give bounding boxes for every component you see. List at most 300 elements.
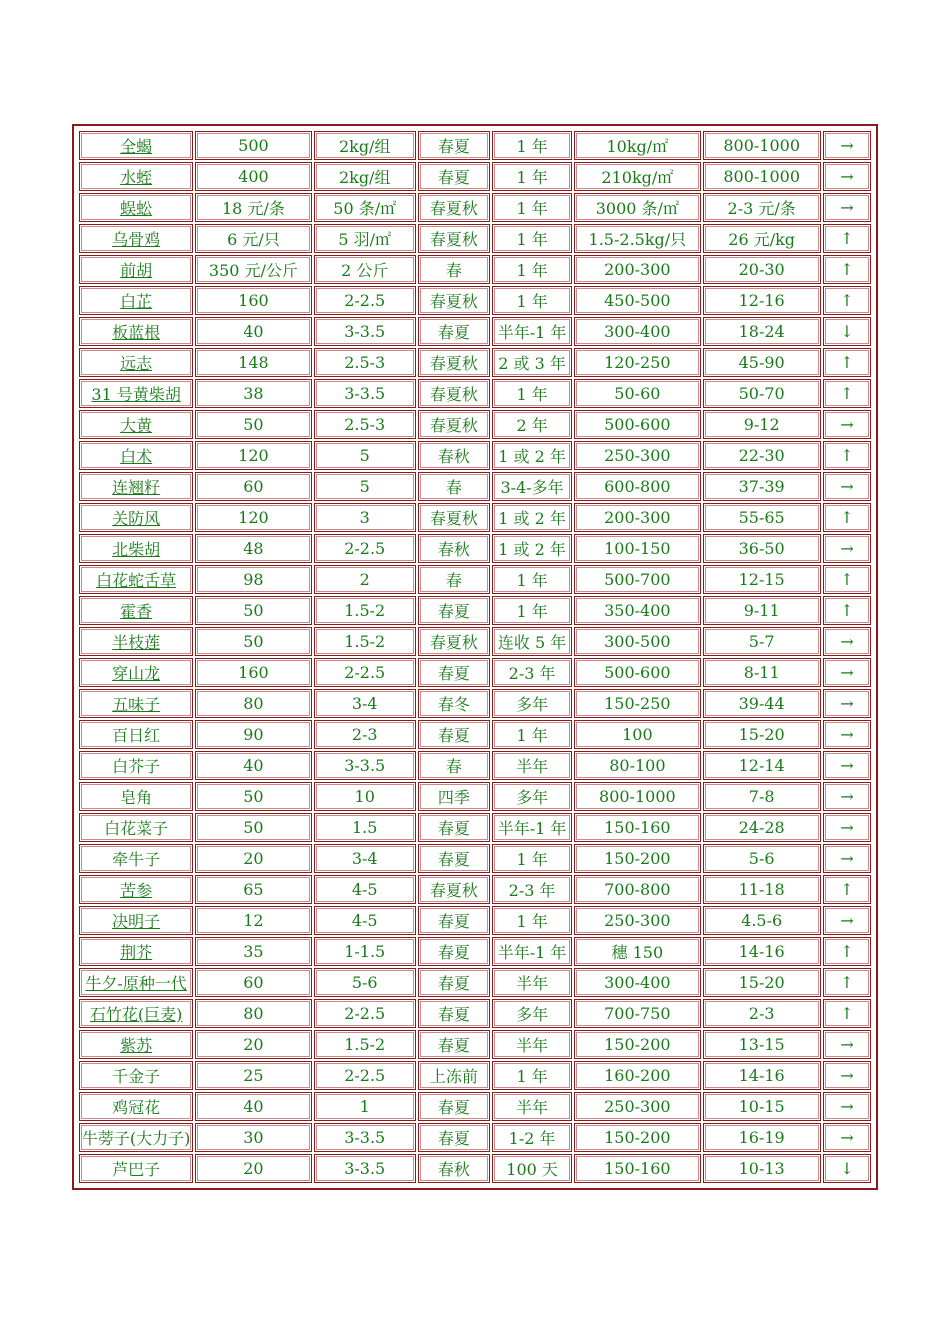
herb-name-link[interactable]: 决明子 [112, 912, 161, 931]
herb-name-link[interactable]: 穿山龙 [112, 664, 161, 683]
yield-cell: 600-800 [574, 472, 700, 501]
yield-cell: 120-250 [574, 348, 700, 377]
table-row [79, 627, 871, 656]
table-row [79, 348, 871, 377]
cycle-cell: 100 天 [492, 1154, 572, 1183]
herb-name-text: 千金子 [112, 1067, 161, 1086]
price-cell: 12 [195, 906, 311, 935]
yield-cell: 80-100 [574, 751, 700, 780]
price-cell: 25 [195, 1061, 311, 1090]
herb-name-link[interactable]: 五味子 [112, 695, 161, 714]
cycle-cell: 1 年 [492, 379, 572, 408]
trend-arrow-cell: → [823, 689, 871, 718]
herb-name-link[interactable]: 乌骨鸡 [112, 230, 161, 249]
price-cell: 6 元/只 [195, 224, 311, 253]
trend-arrow-cell: ↑ [823, 968, 871, 997]
herb-name-cell [79, 875, 193, 904]
trend-arrow-cell: ↑ [823, 937, 871, 966]
season-cell: 春夏 [418, 813, 490, 842]
table-row [79, 472, 871, 501]
price-cell: 120 [195, 503, 311, 532]
cycle-cell: 多年 [492, 689, 572, 718]
price-cell: 90 [195, 720, 311, 749]
herb-name-text: 芦巴子 [112, 1160, 161, 1179]
herb-name-cell [79, 503, 193, 532]
herb-name-link[interactable]: 连翘籽 [112, 478, 161, 497]
trend-arrow-cell: ↑ [823, 348, 871, 377]
sale-price-cell: 2-3 元/条 [703, 193, 821, 222]
season-cell: 春夏秋 [418, 627, 490, 656]
table-row [79, 379, 871, 408]
herb-name-link[interactable]: 板蓝根 [112, 323, 161, 342]
cycle-cell: 1 或 2 年 [492, 503, 572, 532]
herb-name-cell [79, 999, 193, 1028]
price-cell: 60 [195, 968, 311, 997]
seed-amount-cell: 3-3.5 [314, 1123, 416, 1152]
herb-name-link[interactable]: 北柴胡 [112, 540, 161, 559]
herb-name-cell [79, 1154, 193, 1183]
herb-name-cell [79, 441, 193, 470]
herb-name-link[interactable]: 半枝莲 [112, 633, 161, 652]
trend-arrow-cell: → [823, 131, 871, 160]
table-body [79, 131, 871, 1183]
herb-name-cell [79, 162, 193, 191]
season-cell: 春夏秋 [418, 286, 490, 315]
trend-arrow-cell: → [823, 658, 871, 687]
herb-name-link[interactable]: 石竹花(巨麦) [89, 1005, 183, 1024]
table-row [79, 844, 871, 873]
seed-amount-cell: 2-2.5 [314, 534, 416, 563]
sale-price-cell: 55-65 [703, 503, 821, 532]
herb-name-cell [79, 1123, 193, 1152]
cycle-cell: 1 年 [492, 255, 572, 284]
yield-cell: 200-300 [574, 503, 700, 532]
seed-amount-cell: 2-2.5 [314, 1061, 416, 1090]
table-row [79, 162, 871, 191]
price-cell: 38 [195, 379, 311, 408]
price-cell: 350 元/公斤 [195, 255, 311, 284]
seed-amount-cell: 5 [314, 441, 416, 470]
cycle-cell: 1 年 [492, 720, 572, 749]
yield-cell: 350-400 [574, 596, 700, 625]
table-row [79, 937, 871, 966]
seed-amount-cell: 1.5-2 [314, 1030, 416, 1059]
sale-price-cell: 800-1000 [703, 162, 821, 191]
sale-price-cell: 5-6 [703, 844, 821, 873]
price-cell: 80 [195, 689, 311, 718]
table-row [79, 286, 871, 315]
yield-cell: 150-200 [574, 1123, 700, 1152]
price-cell: 20 [195, 844, 311, 873]
seed-amount-cell: 2.5-3 [314, 410, 416, 439]
table-row [79, 441, 871, 470]
price-cell: 50 [195, 782, 311, 811]
sale-price-cell: 8-11 [703, 658, 821, 687]
herb-name-link[interactable]: 霍香 [120, 602, 153, 621]
table-row [79, 255, 871, 284]
seed-amount-cell: 2 公斤 [314, 255, 416, 284]
sale-price-cell: 2-3 [703, 999, 821, 1028]
sale-price-cell: 10-15 [703, 1092, 821, 1121]
yield-cell: 150-250 [574, 689, 700, 718]
cycle-cell: 半年-1 年 [492, 317, 572, 346]
yield-cell: 150-160 [574, 1154, 700, 1183]
table-row [79, 658, 871, 687]
trend-arrow-cell: ↑ [823, 224, 871, 253]
price-cell: 120 [195, 441, 311, 470]
price-cell: 400 [195, 162, 311, 191]
cycle-cell: 1 年 [492, 596, 572, 625]
seed-amount-cell: 5-6 [314, 968, 416, 997]
herb-name-cell [79, 906, 193, 935]
herb-name-link[interactable]: 牛夕-原种一代 [85, 974, 187, 993]
season-cell: 春 [418, 472, 490, 501]
table-row [79, 1154, 871, 1183]
season-cell: 春夏 [418, 131, 490, 160]
cycle-cell: 1 或 2 年 [492, 441, 572, 470]
herb-name-text: 百日红 [112, 726, 161, 745]
price-cell: 20 [195, 1030, 311, 1059]
season-cell: 春夏 [418, 844, 490, 873]
cycle-cell: 半年 [492, 751, 572, 780]
table-row [79, 999, 871, 1028]
herb-name-cell [79, 255, 193, 284]
table-row [79, 565, 871, 594]
table-row [79, 503, 871, 532]
season-cell: 春夏秋 [418, 224, 490, 253]
yield-cell: 250-300 [574, 441, 700, 470]
trend-arrow-cell: → [823, 1061, 871, 1090]
season-cell: 春夏秋 [418, 348, 490, 377]
cycle-cell: 2-3 年 [492, 875, 572, 904]
yield-cell: 500-700 [574, 565, 700, 594]
season-cell: 春夏秋 [418, 193, 490, 222]
seed-amount-cell: 4-5 [314, 906, 416, 935]
herb-name-cell [79, 968, 193, 997]
table-row [79, 875, 871, 904]
yield-cell: 300-400 [574, 317, 700, 346]
seed-amount-cell: 5 [314, 472, 416, 501]
herb-name-link[interactable]: 全蝎 [120, 137, 153, 156]
cycle-cell: 1 年 [492, 565, 572, 594]
price-cell: 50 [195, 813, 311, 842]
yield-cell: 450-500 [574, 286, 700, 315]
yield-cell: 50-60 [574, 379, 700, 408]
season-cell: 春秋 [418, 534, 490, 563]
yield-cell: 3000 条/㎡ [574, 193, 700, 222]
seed-amount-cell: 3-3.5 [314, 1154, 416, 1183]
table-row [79, 1123, 871, 1152]
table-row [79, 131, 871, 160]
table-row [79, 193, 871, 222]
cycle-cell: 半年 [492, 968, 572, 997]
yield-cell: 250-300 [574, 906, 700, 935]
sale-price-cell: 45-90 [703, 348, 821, 377]
cycle-cell: 半年-1 年 [492, 937, 572, 966]
seed-amount-cell: 2kg/组 [314, 131, 416, 160]
herb-name-cell [79, 565, 193, 594]
sale-price-cell: 37-39 [703, 472, 821, 501]
herb-name-cell [79, 131, 193, 160]
cycle-cell: 1 年 [492, 162, 572, 191]
yield-cell: 10kg/㎡ [574, 131, 700, 160]
sale-price-cell: 9-11 [703, 596, 821, 625]
season-cell: 春夏 [418, 999, 490, 1028]
price-table-frame [72, 124, 878, 1190]
sale-price-cell: 7-8 [703, 782, 821, 811]
yield-cell: 100-150 [574, 534, 700, 563]
herb-name-cell [79, 534, 193, 563]
sale-price-cell: 4.5-6 [703, 906, 821, 935]
trend-arrow-cell: → [823, 844, 871, 873]
sale-price-cell: 36-50 [703, 534, 821, 563]
table-row [79, 751, 871, 780]
yield-cell: 300-400 [574, 968, 700, 997]
table-row [79, 720, 871, 749]
table-row [79, 1030, 871, 1059]
yield-cell: 150-200 [574, 844, 700, 873]
trend-arrow-cell: ↑ [823, 596, 871, 625]
season-cell: 上冻前 [418, 1061, 490, 1090]
herb-name-cell [79, 937, 193, 966]
cycle-cell: 1 或 2 年 [492, 534, 572, 563]
price-cell: 160 [195, 658, 311, 687]
price-cell: 50 [195, 596, 311, 625]
herb-name-text: 牛蒡子(大力子) [81, 1129, 191, 1148]
seed-amount-cell: 2kg/组 [314, 162, 416, 191]
season-cell: 春夏秋 [418, 410, 490, 439]
cycle-cell: 1 年 [492, 286, 572, 315]
table-row [79, 224, 871, 253]
herb-name-link[interactable]: 紫苏 [120, 1036, 153, 1055]
trend-arrow-cell: → [823, 534, 871, 563]
herb-name-text: 皂角 [120, 788, 153, 807]
cycle-cell: 1 年 [492, 193, 572, 222]
table-row [79, 317, 871, 346]
trend-arrow-cell: → [823, 751, 871, 780]
seed-amount-cell: 1.5-2 [314, 627, 416, 656]
herb-name-cell [79, 317, 193, 346]
season-cell: 春夏 [418, 968, 490, 997]
sale-price-cell: 15-20 [703, 968, 821, 997]
cycle-cell: 半年 [492, 1092, 572, 1121]
season-cell: 春夏 [418, 317, 490, 346]
season-cell: 春夏秋 [418, 379, 490, 408]
table-row [79, 1061, 871, 1090]
herb-name-text: 鸡冠花 [112, 1098, 161, 1117]
seed-amount-cell: 2-2.5 [314, 286, 416, 315]
table-row [79, 782, 871, 811]
sale-price-cell: 12-15 [703, 565, 821, 594]
cycle-cell: 1 年 [492, 844, 572, 873]
price-cell: 50 [195, 627, 311, 656]
sale-price-cell: 9-12 [703, 410, 821, 439]
herb-name-link[interactable]: 白花蛇舌草 [96, 571, 177, 590]
sale-price-cell: 10-13 [703, 1154, 821, 1183]
yield-cell: 500-600 [574, 658, 700, 687]
herb-name-cell [79, 596, 193, 625]
herb-name-text: 牵牛子 [112, 850, 161, 869]
seed-amount-cell: 2-3 [314, 720, 416, 749]
price-cell: 18 元/条 [195, 193, 311, 222]
herb-name-cell [79, 1092, 193, 1121]
herb-name-link[interactable]: 关防风 [112, 509, 161, 528]
trend-arrow-cell: → [823, 627, 871, 656]
season-cell: 春秋 [418, 441, 490, 470]
herb-name-link[interactable]: 31 号黄柴胡 [91, 385, 181, 404]
season-cell: 春夏 [418, 596, 490, 625]
herb-name-cell [79, 751, 193, 780]
sale-price-cell: 16-19 [703, 1123, 821, 1152]
yield-cell: 300-500 [574, 627, 700, 656]
table-row [79, 968, 871, 997]
season-cell: 四季 [418, 782, 490, 811]
season-cell: 春夏 [418, 162, 490, 191]
season-cell: 春夏 [418, 1123, 490, 1152]
price-cell: 48 [195, 534, 311, 563]
cycle-cell: 半年 [492, 1030, 572, 1059]
season-cell: 春夏 [418, 906, 490, 935]
sale-price-cell: 50-70 [703, 379, 821, 408]
herb-name-link[interactable]: 大黄 [120, 416, 153, 435]
cycle-cell: 1 年 [492, 906, 572, 935]
cycle-cell: 多年 [492, 999, 572, 1028]
trend-arrow-cell: ↓ [823, 1154, 871, 1183]
trend-arrow-cell: → [823, 410, 871, 439]
price-cell: 40 [195, 1092, 311, 1121]
sale-price-cell: 14-16 [703, 1061, 821, 1090]
season-cell: 春夏秋 [418, 875, 490, 904]
yield-cell: 700-750 [574, 999, 700, 1028]
seed-amount-cell: 3-3.5 [314, 317, 416, 346]
trend-arrow-cell: ↑ [823, 565, 871, 594]
price-cell: 40 [195, 317, 311, 346]
trend-arrow-cell: → [823, 1030, 871, 1059]
seed-amount-cell: 2-2.5 [314, 999, 416, 1028]
herb-name-link[interactable]: 前胡 [120, 261, 153, 280]
sale-price-cell: 12-14 [703, 751, 821, 780]
seed-amount-cell: 3-4 [314, 689, 416, 718]
herb-name-link[interactable]: 水蛭 [120, 168, 153, 187]
seed-amount-cell: 4-5 [314, 875, 416, 904]
herb-name-cell [79, 379, 193, 408]
season-cell: 春夏 [418, 1030, 490, 1059]
season-cell: 春 [418, 255, 490, 284]
herb-name-link[interactable]: 苦参 [120, 881, 153, 900]
yield-cell: 500-600 [574, 410, 700, 439]
trend-arrow-cell: → [823, 782, 871, 811]
cycle-cell: 半年-1 年 [492, 813, 572, 842]
season-cell: 春 [418, 751, 490, 780]
table-row [79, 596, 871, 625]
yield-cell: 1.5-2.5kg/只 [574, 224, 700, 253]
sale-price-cell: 13-15 [703, 1030, 821, 1059]
price-cell: 98 [195, 565, 311, 594]
herb-name-link[interactable]: 白术 [120, 447, 153, 466]
yield-cell: 200-300 [574, 255, 700, 284]
sale-price-cell: 22-30 [703, 441, 821, 470]
cycle-cell: 1 年 [492, 131, 572, 160]
season-cell: 春夏 [418, 720, 490, 749]
trend-arrow-cell: ↑ [823, 255, 871, 284]
herb-name-cell [79, 348, 193, 377]
seed-amount-cell: 1 [314, 1092, 416, 1121]
cycle-cell: 2 或 3 年 [492, 348, 572, 377]
herb-name-cell [79, 472, 193, 501]
price-cell: 148 [195, 348, 311, 377]
yield-cell: 800-1000 [574, 782, 700, 811]
seed-amount-cell: 2 [314, 565, 416, 594]
yield-cell: 700-800 [574, 875, 700, 904]
seed-amount-cell: 5 羽/㎡ [314, 224, 416, 253]
herb-name-text: 白芥子 [112, 757, 161, 776]
trend-arrow-cell: ↑ [823, 379, 871, 408]
table-row [79, 689, 871, 718]
price-cell: 60 [195, 472, 311, 501]
cycle-cell: 多年 [492, 782, 572, 811]
table-row [79, 534, 871, 563]
sale-price-cell: 15-20 [703, 720, 821, 749]
sale-price-cell: 18-24 [703, 317, 821, 346]
table-row [79, 410, 871, 439]
herb-name-link[interactable]: 蜈蚣 [120, 199, 153, 218]
herb-name-link[interactable]: 白芷 [120, 292, 153, 311]
sale-price-cell: 5-7 [703, 627, 821, 656]
sale-price-cell: 11-18 [703, 875, 821, 904]
season-cell: 春夏 [418, 1092, 490, 1121]
herb-name-cell [79, 1061, 193, 1090]
seed-amount-cell: 2.5-3 [314, 348, 416, 377]
trend-arrow-cell: ↓ [823, 317, 871, 346]
cycle-cell: 连收 5 年 [492, 627, 572, 656]
price-cell: 65 [195, 875, 311, 904]
price-table [77, 129, 873, 1185]
herb-name-cell [79, 813, 193, 842]
season-cell: 春夏 [418, 658, 490, 687]
herb-name-cell [79, 720, 193, 749]
yield-cell: 150-200 [574, 1030, 700, 1059]
yield-cell: 210kg/㎡ [574, 162, 700, 191]
price-cell: 20 [195, 1154, 311, 1183]
trend-arrow-cell: → [823, 720, 871, 749]
herb-name-cell [79, 193, 193, 222]
seed-amount-cell: 3 [314, 503, 416, 532]
trend-arrow-cell: → [823, 813, 871, 842]
herb-name-cell [79, 782, 193, 811]
trend-arrow-cell: ↑ [823, 441, 871, 470]
trend-arrow-cell: ↑ [823, 286, 871, 315]
seed-amount-cell: 1.5 [314, 813, 416, 842]
herb-name-cell [79, 689, 193, 718]
trend-arrow-cell: → [823, 193, 871, 222]
yield-cell: 160-200 [574, 1061, 700, 1090]
price-cell: 500 [195, 131, 311, 160]
season-cell: 春秋 [418, 1154, 490, 1183]
trend-arrow-cell: → [823, 472, 871, 501]
table-row [79, 813, 871, 842]
herb-name-cell [79, 286, 193, 315]
price-cell: 40 [195, 751, 311, 780]
herb-name-text: 白花菜子 [104, 819, 169, 838]
herb-name-link[interactable]: 远志 [120, 354, 153, 373]
cycle-cell: 3-4-多年 [492, 472, 572, 501]
season-cell: 春冬 [418, 689, 490, 718]
trend-arrow-cell: ↑ [823, 999, 871, 1028]
herb-name-cell [79, 410, 193, 439]
sale-price-cell: 14-16 [703, 937, 821, 966]
herb-name-link[interactable]: 荆芥 [120, 943, 153, 962]
sale-price-cell: 800-1000 [703, 131, 821, 160]
